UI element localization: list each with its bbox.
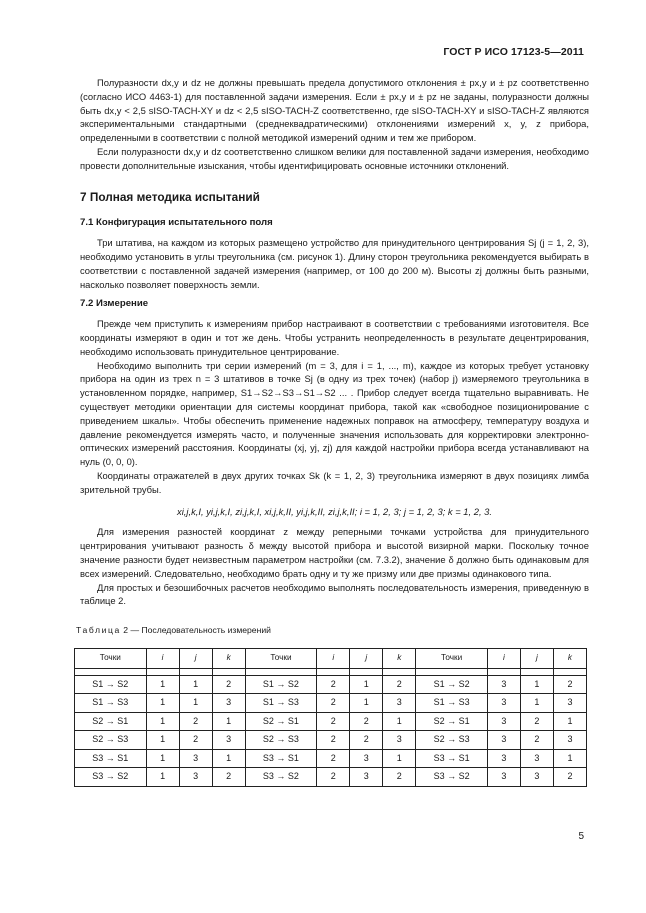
table-cell: 2 xyxy=(520,712,553,731)
table-cell: 2 xyxy=(179,731,212,750)
paragraph: Полуразности dx,y и dz не должны превышать предела допустимого отклонения ± px,y и ± pz соответственно (согласно ИСО 4463-1) для поставленной задачи измерения. Если ± px,y и ± pz не заданы, полуразности должны быть dx,y < 2,5 sISO-TACH-XY и dz < 2,5 sISO-TACH-Z соответственно, где sISO-TACH-XY и sISO-TACH-Z являются экспериментальными стандартными (среднеквадратическими) отклонениями измерений x, y, z прибора, определенными в соответствии с полной методикой измерений одним и тем же прибором. xyxy=(80,77,589,144)
table-cell: 1 xyxy=(520,675,553,694)
paragraph: Необходимо выполнить три серии измерений (m = 3, для i = 1, ..., m), каждое из которых требует установку прибора на один из трех n = 3 штативов в точке Sj (в одну из трех точек) (набор j) измеряемого треугольника в установленном порядке, например, S1→S2→S3→S1→S2 ... . Прибор следует всегда тщательно выравнивать. Не существует методики ориентации для системы координат прибора, такой как «свободное позиционирование с приведением шкалы». Чтобы обеспечить применение надежных поправок на атмосферу, температуру воздуха и давление рекомендуется измерять часто, и полученные значения использовать для корректировки электронно-оптических измерений расстояния. Координаты (xj, yj, zj) для каждой настройки прибора всегда устанавливают на нуль (0, 0, 0). xyxy=(80,359,589,468)
formula: xi,j,k,I, yi,j,k,I, zi,j,k,I, xi,j,k,II, yi,j,k,II, zi,j,k,II; i = 1, 2, 3; j = 1, 2, 3; k = 1, 2, 3. xyxy=(177,505,492,517)
table-row xyxy=(75,712,587,731)
table-cell: 2 xyxy=(553,768,586,787)
table-cell: 2 xyxy=(317,675,350,694)
paragraph: Три штатива, на каждом из которых размещено устройство для принудительного центрирования Sj (j = 1, 2, 3), необходимо установить в углы треугольника (см. рисунок 1). Длину сторон треугольника рекомендуется выбирать в соответствии с поставленной задачей измерения (например, от 100 до 200 м). Высоты zj должны быть разными, насколько позволяет поверхность земли. xyxy=(80,237,589,290)
table-cell: 1 xyxy=(146,712,179,731)
column-header: i xyxy=(317,648,350,668)
subsection-title: 7.2 Измерение xyxy=(80,298,149,310)
table-spacer-row xyxy=(75,668,587,675)
table-cell: S1 → S2 xyxy=(75,675,147,694)
paragraph: Для измерения разностей координат z между реперными точками устройства для принудительного центрирования учитывают разность δ между высотой прибора и высотой визирной марки. Поскольку точное значение разности будет неизвестным параметром настройки (см. 7.3.2), значение δ должно быть одинаковым для всех измерений. Следовательно, необходимо брать одну и ту же призму или две призмы одинакового типа. xyxy=(80,526,589,579)
table-cell: 1 xyxy=(520,694,553,713)
table-cell: 3 xyxy=(383,731,416,750)
table-cell: S3 → S1 xyxy=(416,749,488,768)
table-cell: 1 xyxy=(553,749,586,768)
table-row xyxy=(75,749,587,768)
table-caption-label: Таблица xyxy=(76,625,121,636)
table-cell: 3 xyxy=(350,749,383,768)
table-cell: S3 → S2 xyxy=(245,768,317,787)
table-cell: 3 xyxy=(179,749,212,768)
table-cell: 3 xyxy=(487,675,520,694)
table-row xyxy=(75,694,587,713)
column-header: k xyxy=(383,648,416,668)
table-cell: 2 xyxy=(350,731,383,750)
table-cell: S2 → S3 xyxy=(75,731,147,750)
table-cell: 1 xyxy=(146,749,179,768)
column-header: Точки xyxy=(416,648,488,668)
table-cell: S1 → S3 xyxy=(245,694,317,713)
subsection-title: 7.1 Конфигурация испытательного поля xyxy=(80,217,273,229)
column-header: j xyxy=(350,648,383,668)
table-cell: 1 xyxy=(212,749,245,768)
table-cell: 1 xyxy=(146,675,179,694)
table-cell: 2 xyxy=(317,731,350,750)
table-cell: 1 xyxy=(350,694,383,713)
table-cell: S1 → S2 xyxy=(245,675,317,694)
table-cell: S1 → S3 xyxy=(75,694,147,713)
page-number: 5 xyxy=(578,831,584,842)
table-cell: 1 xyxy=(212,712,245,731)
table-cell: S1 → S2 xyxy=(416,675,488,694)
table-cell: S3 → S2 xyxy=(75,768,147,787)
table-caption xyxy=(76,624,589,638)
table-cell: 2 xyxy=(520,731,553,750)
table-cell: S2 → S1 xyxy=(416,712,488,731)
table-cell: 3 xyxy=(553,731,586,750)
table-cell: 2 xyxy=(317,749,350,768)
table-cell: 3 xyxy=(212,731,245,750)
page-content xyxy=(76,76,589,787)
table-cell: S2 → S3 xyxy=(416,731,488,750)
table-cell: 3 xyxy=(179,768,212,787)
column-header: k xyxy=(553,648,586,668)
table-cell: S3 → S2 xyxy=(416,768,488,787)
paragraph: Прежде чем приступить к измерениям прибор настраивают в соответствии с требованиями изготовителя. Все координаты измеряют в один и тот же день. Чтобы устранить неопределенность в результате децентрирования, необходимо использовать принудительное центрирование. xyxy=(80,318,589,357)
table-cell: S2 → S1 xyxy=(75,712,147,731)
table-cell: 1 xyxy=(383,712,416,731)
table-cell: 2 xyxy=(350,712,383,731)
paragraph: Координаты отражателей в двух других точках Sk (k = 1, 2, 3) треугольника измеряют в двух позициях лимба зрительной трубы. xyxy=(80,469,589,495)
table-cell: S2 → S3 xyxy=(245,731,317,750)
table-cell: 1 xyxy=(553,712,586,731)
table-cell: S3 → S1 xyxy=(75,749,147,768)
column-header: i xyxy=(487,648,520,668)
table-cell: 3 xyxy=(383,694,416,713)
table-cell: 1 xyxy=(179,675,212,694)
table-cell: S3 → S1 xyxy=(245,749,317,768)
table-cell: 2 xyxy=(553,675,586,694)
table-cell: 2 xyxy=(179,712,212,731)
table-cell: 1 xyxy=(146,694,179,713)
table-cell: 2 xyxy=(383,675,416,694)
table-body xyxy=(75,668,587,786)
table-cell: 2 xyxy=(317,768,350,787)
table-cell: 3 xyxy=(487,712,520,731)
table-row xyxy=(75,768,587,787)
table-row xyxy=(75,675,587,694)
table-cell: 3 xyxy=(520,768,553,787)
table-row xyxy=(75,731,587,750)
paragraph: Если полуразности dx,y и dz соответственно слишком велики для поставленной задачи измерения, необходимо провести дополнительные изыскания, чтобы идентифицировать основные источники отклонений. xyxy=(80,145,589,171)
table-cell: 2 xyxy=(212,675,245,694)
column-header: k xyxy=(212,648,245,668)
column-header: Точки xyxy=(245,648,317,668)
column-header: j xyxy=(179,648,212,668)
table-cell: 2 xyxy=(212,768,245,787)
table-cell: 3 xyxy=(487,731,520,750)
document-header: ГОСТ Р ИСО 17123-5—2011 xyxy=(443,46,584,58)
table-cell: 3 xyxy=(553,694,586,713)
measurement-sequence-table xyxy=(74,648,587,787)
table-cell: 1 xyxy=(350,675,383,694)
table-cell: 2 xyxy=(317,712,350,731)
table-cell: 3 xyxy=(350,768,383,787)
paragraph: Для простых и безошибочных расчетов необходимо выполнять последовательность измерения, приведенную в таблице 2. xyxy=(80,581,589,607)
table-header-row xyxy=(75,648,587,668)
column-header: i xyxy=(146,648,179,668)
table-cell: 3 xyxy=(487,694,520,713)
column-header: j xyxy=(520,648,553,668)
table-cell: S2 → S1 xyxy=(245,712,317,731)
column-header: Точки xyxy=(75,648,147,668)
table-caption-text: 2 — Последовательность измерений xyxy=(123,625,271,636)
table-cell: 3 xyxy=(487,749,520,768)
table-cell: 3 xyxy=(487,768,520,787)
table-cell: 1 xyxy=(179,694,212,713)
table-cell: S1 → S3 xyxy=(416,694,488,713)
section-title: 7 Полная методика испытаний xyxy=(80,189,260,204)
table-cell: 1 xyxy=(146,768,179,787)
table-cell: 3 xyxy=(212,694,245,713)
table-cell: 1 xyxy=(146,731,179,750)
table-cell: 2 xyxy=(383,768,416,787)
table-cell: 3 xyxy=(520,749,553,768)
table-cell: 1 xyxy=(383,749,416,768)
table-cell: 2 xyxy=(317,694,350,713)
